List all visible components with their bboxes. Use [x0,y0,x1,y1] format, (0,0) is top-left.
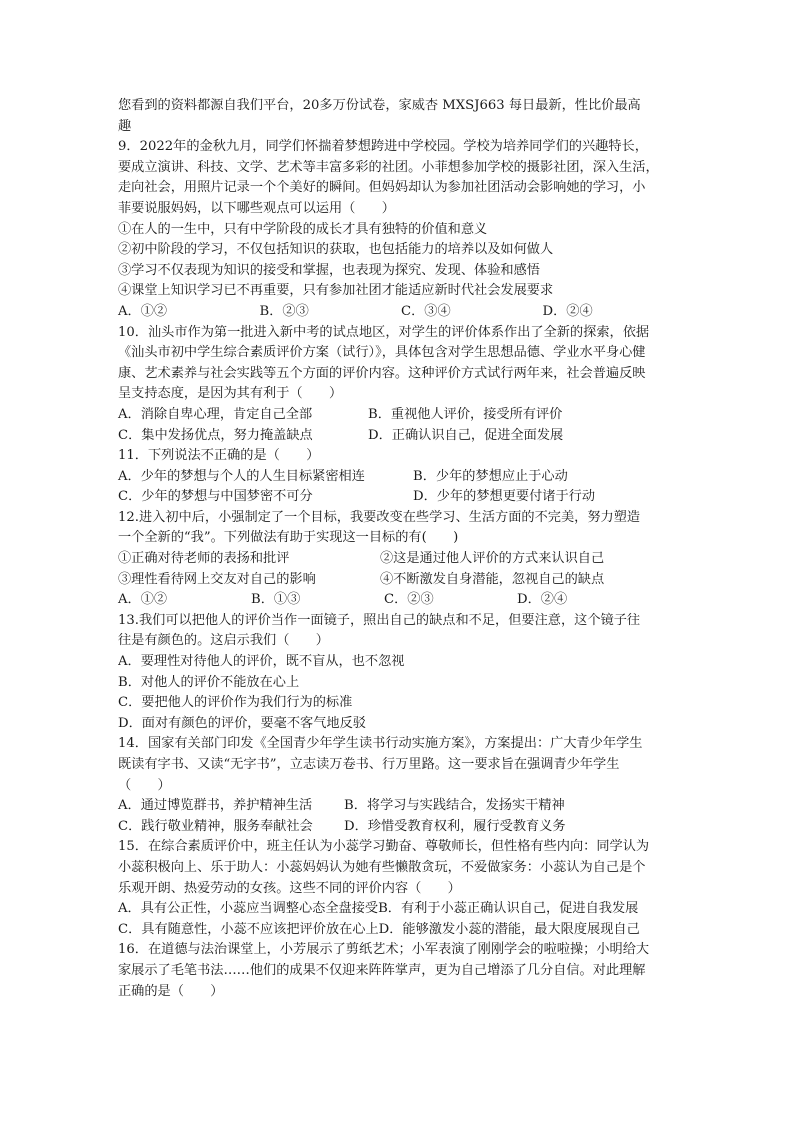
statement: ①在人的一生中，只有中学阶段的成长才具有独特的价值和意义 [118,221,488,237]
option-row [118,467,684,488]
option-a[interactable]: A．少年的梦想与个人的人生目标紧密相连 [118,468,365,484]
question-9 [118,137,684,322]
option-d[interactable]: D．能够激发小蕊的潜能，最大限度展现自己 [378,921,640,937]
option-row [118,920,684,941]
question-stem: 呈支持态度，是因为其有利于（ ） [118,386,343,402]
option-d[interactable]: D．面对有颜色的评价，要毫不客气地反驳 [118,715,366,731]
option-b[interactable]: B．对他人的评价不能放在心上 [118,674,300,690]
option-row [118,426,684,447]
question-stem: 12.进入初中后，小强制定了一个目标，我要改变在些学习、生活方面的不完美，努力塑造 [118,509,641,525]
question-stem: 菲要说服妈妈，以下哪些观点可以运用（ ） [118,200,395,216]
question-16 [118,940,684,1002]
question-stem: 13.我们可以把他人的评价当作一面镜子，照出自己的缺点和不足，但要注意，这个镜子往 [118,612,641,628]
question-stem: 家展示了毛笔书法……他们的成果不仅迎来阵阵掌声，更为自己增添了几分自信。对此理解 [118,962,646,978]
header-line-1: 您看到的资料都源自我们平台，20多万份试卷，家威杏 MXSJ663 每日最新，性比价最高 [118,98,641,113]
option-d[interactable]: D．少年的梦想更要付诸于行动 [413,489,596,505]
option-d[interactable]: D．珍惜受教育权利，履行受教育义务 [344,818,566,834]
statement: ④课堂上知识学习已不再重要，只有参加社团才能适应新时代社会发展要求 [118,283,554,299]
header-line-2: 趣 [118,118,132,134]
option-c[interactable]: C．集中发扬优点，努力掩盖缺点 [118,427,313,443]
question-stem: 11．下列说法不正确的是（ ） [118,448,320,464]
option-b[interactable]: B．重视他人评价，接受所有评价 [368,406,563,422]
option-row [118,302,684,323]
option-d[interactable]: D．正确认识自己，促进全面发展 [368,427,564,443]
option-row [118,405,684,426]
option-a[interactable]: A．消除自卑心理，肯定自己全部 [118,406,313,422]
question-stem: 14．国家有关部门印发《全国青少年学生读书行动实施方案》，方案提出：广大青少年学生 [118,736,643,752]
option-a[interactable]: A．具有公正性，小蕊应当调整心态全盘接受 [118,901,379,917]
question-stem: （ ） [118,777,171,793]
statement-row [118,570,684,591]
question-10 [118,323,684,447]
option-row [118,817,684,838]
statement: ②初中阶段的学习，不仅包括知识的获取，也包括能力的培养以及如何做人 [118,242,554,258]
statement-row [118,549,684,570]
option-b[interactable]: B．有利于小蕊正确认识自己，促进自我发展 [378,901,639,917]
question-stem: 9．2022年的金秋九月，同学们怀揣着梦想跨进中学校园。学校为培养同学们的兴趣特长， [118,139,648,155]
question-stem: 小蕊积极向上、乐于助人：小蕊妈妈认为她有些懒散贪玩，不爱做家务：小蕊认为自己是个 [118,859,646,875]
option-b[interactable]: B．②③ [259,303,309,319]
question-stem: 15．在综合素质评价中，班主任认为小蕊学习勤奋、尊敬师长，但性格有些内向：同学认为 [118,839,650,855]
question-15 [118,837,684,940]
statement: ③学习不仅表现为知识的接受和掌握，也表现为探究、发现、体验和感悟 [118,262,540,278]
option-c[interactable]: C．②③ [384,592,434,608]
option-d[interactable]: D．②④ [542,303,593,319]
question-stem: 一个全新的“我”。下列做法有助于实现这一目标的有( ) [118,530,459,546]
option-row [118,487,684,508]
question-13 [118,611,684,735]
question-11 [118,446,684,508]
option-b[interactable]: B．将学习与实践结合，发扬实干精神 [344,798,565,814]
option-c[interactable]: C．少年的梦想与中国梦密不可分 [118,489,313,505]
option-b[interactable]: B．少年的梦想应止于心动 [413,468,568,484]
option-a[interactable]: A．①② [118,592,168,608]
option-c[interactable]: C．践行敬业精神，服务奉献社会 [118,818,313,834]
question-12 [118,508,684,611]
question-stem: 正确的是（ ） [118,983,224,999]
question-stem: 10．汕头市作为第一批进入新中考的试点地区，对学生的评价体系作出了全新的探索，依据 [118,324,650,340]
option-row [118,899,684,920]
question-14 [118,734,684,837]
option-d[interactable]: D．②④ [517,592,568,608]
statement: ②这是通过他人评价的方式来认识自己 [380,551,605,567]
question-stem: 要成立演讲、科技、文学、艺术等丰富多彩的社团。小菲想参加学校的摄影社团，深入生活， [118,159,659,175]
statement: ④不断激发自身潜能，忽视自己的缺点 [380,571,605,587]
exam-page [118,96,684,1002]
question-stem: 16．在道德与法治课堂上，小芳展示了剪纸艺术；小军表演了刚刚学会的啦啦操；小明给大 [118,942,650,958]
question-stem: 康、艺术素养与社会实践等五个方面的评价内容。这种评价方式试行两年来，社会普遍反映 [118,365,646,381]
question-stem: 乐观开朗、热爱劳动的女孩。这些不同的评价内容（ ） [118,880,461,896]
option-c[interactable]: C．要把他人的评价作为我们行为的标准 [118,695,353,711]
option-a[interactable]: A．要理性对待他人的评价，既不盲从，也不忽视 [118,654,405,670]
option-c[interactable]: C．具有随意性，小蕊不应该把评价放在心上 [118,921,379,937]
option-b[interactable]: B．①③ [251,592,301,608]
option-c[interactable]: C．③④ [401,303,451,319]
option-row [118,590,684,611]
statement: ①正确对待老师的表扬和批评 [118,551,290,567]
question-stem: 走向社会，用照片记录一个个美好的瞬间。但妈妈却认为参加社团活动会影响她的学习，小 [118,180,646,196]
option-a[interactable]: A．①② [118,303,168,319]
question-stem: 往是有颜色的。这启示我们（ ） [118,633,329,649]
question-stem: 既读有字书、又读“无字书”，立志读万卷书、行万里路。这一要求旨在强调青少年学生 [118,757,620,772]
statement: ③理性看待网上交友对自己的影响 [118,571,316,587]
option-a[interactable]: A．通过博览群书，养护精神生活 [118,798,313,814]
option-row [118,796,684,817]
question-stem: 《汕头市初中学生综合素质评价方案（试行）》，具体包含对学生思想品德、学业水平身心健 [118,345,646,361]
